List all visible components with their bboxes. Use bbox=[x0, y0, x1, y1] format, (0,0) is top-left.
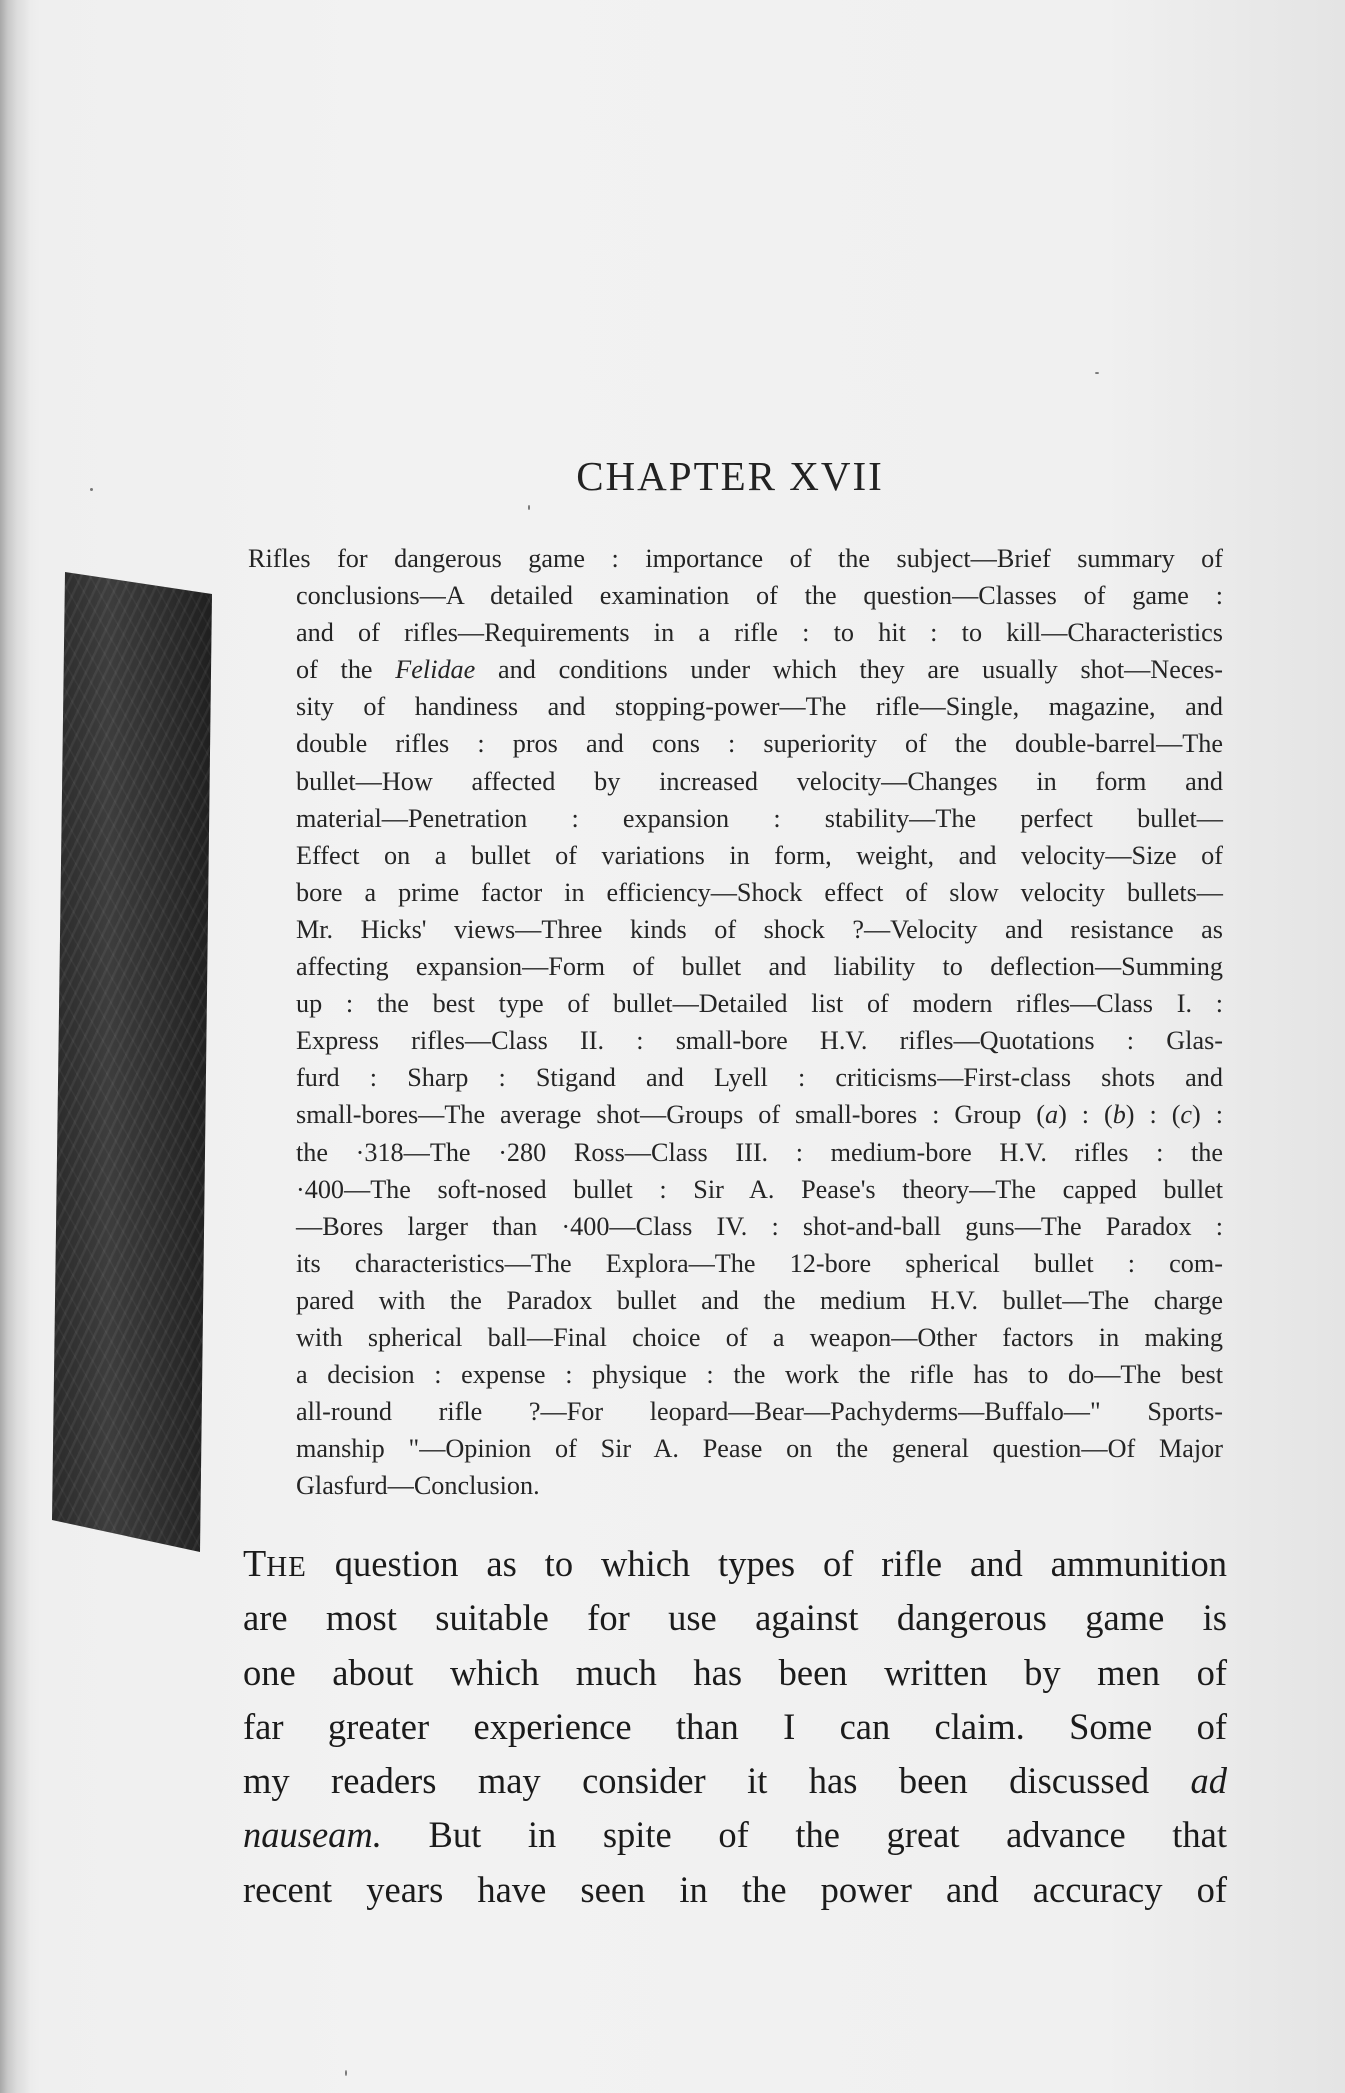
summary-line: —Bores larger than ·400—Class IV. : shot-and-ball guns—The Paradox : bbox=[296, 1211, 1223, 1241]
summary-line: affecting expansion—Form of bullet and liability to deflection—Summing bbox=[296, 952, 1223, 982]
body-line: my readers may consider it has been discussed ad bbox=[243, 1760, 1227, 1802]
page-speck bbox=[528, 505, 530, 510]
summary-line: material—Penetration : expansion : stability—The perfect bullet— bbox=[296, 803, 1223, 833]
chapter-summary bbox=[248, 540, 1223, 1504]
summary-line: ·400—The soft-nosed bullet : Sir A. Pease's theory—The capped bullet bbox=[296, 1174, 1223, 1204]
summary-line: a decision : expense : physique : the work the rifle has to do—The best bbox=[296, 1360, 1223, 1390]
dropcap-smallcaps: HE bbox=[266, 1551, 307, 1583]
summary-line: all-round rifle ?—For leopard—Bear—Pachyderms—Buffalo—" Sports- bbox=[296, 1397, 1223, 1427]
summary-line: sity of handiness and stopping-power—The rifle—Single, magazine, and bbox=[296, 692, 1223, 722]
summary-line: Mr. Hicks' views—Three kinds of shock ?—Velocity and resistance as bbox=[296, 914, 1223, 944]
body-text bbox=[243, 1537, 1227, 1917]
chapter-title: CHAPTER XVII bbox=[576, 453, 884, 499]
summary-line: manship "—Opinion of Sir A. Pease on the general question—Of Major bbox=[296, 1434, 1223, 1464]
dropcap-letter: T bbox=[243, 1543, 267, 1585]
summary-line: up : the best type of bullet—Detailed list of modern rifles—Class I. : bbox=[296, 989, 1223, 1019]
summary-line: Effect on a bullet of variations in form, weight, and velocity—Size of bbox=[296, 840, 1223, 870]
summary-line: the ·318—The ·280 Ross—Class III. : medium-bore H.V. rifles : the bbox=[296, 1137, 1223, 1167]
summary-line: small-bores—The average shot—Groups of small-bores : Group (a) : (b) : (c) : bbox=[296, 1100, 1223, 1130]
summary-line: of the Felidae and conditions under which they are usually shot—Neces- bbox=[296, 655, 1223, 685]
summary-line: Express rifles—Class II. : small-bore H.V. rifles—Quotations : Glas- bbox=[296, 1026, 1223, 1056]
summary-line: bore a prime factor in efficiency—Shock effect of slow velocity bullets— bbox=[296, 877, 1223, 907]
summary-line: Glasfurd—Conclusion. bbox=[296, 1471, 540, 1501]
page-speck bbox=[345, 2070, 347, 2076]
summary-line: furd : Sharp : Stigand and Lyell : criticisms—First-class shots and bbox=[296, 1063, 1223, 1093]
page-speck bbox=[1095, 372, 1099, 374]
summary-line: bullet—How affected by increased velocity—Changes in form and bbox=[296, 766, 1223, 796]
summary-line: and of rifles—Requirements in a rifle : to hit : to kill—Characteristics bbox=[296, 618, 1223, 648]
bookmark-strip bbox=[52, 572, 212, 1552]
summary-line: its characteristics—The Explora—The 12-bore spherical bullet : com- bbox=[296, 1248, 1223, 1278]
summary-line: double rifles : pros and cons : superiority of the double-barrel—The bbox=[296, 729, 1223, 759]
body-line: one about which much has been written by men of bbox=[243, 1651, 1227, 1693]
summary-line: Rifles for dangerous game : importance of the subject—Brief summary of bbox=[248, 544, 1223, 573]
summary-line: with spherical ball—Final choice of a weapon—Other factors in making bbox=[296, 1322, 1223, 1352]
body-line: are most suitable for use against dangerous game is bbox=[243, 1597, 1227, 1639]
page-binding-edge bbox=[0, 0, 30, 2093]
summary-line: pared with the Paradox bullet and the medium H.V. bullet—The charge bbox=[296, 1285, 1223, 1315]
body-line: far greater experience than I can claim. Some of bbox=[243, 1705, 1227, 1747]
summary-line: conclusions—A detailed examination of the question—Classes of game : bbox=[296, 581, 1223, 611]
body-line: recent years have seen in the power and accuracy of bbox=[243, 1868, 1227, 1910]
first-line-text: question as to which types of rifle and ammunition bbox=[306, 1543, 1227, 1584]
body-line bbox=[243, 1537, 1227, 1591]
body-line: nauseam. But in spite of the great advance that bbox=[243, 1814, 1227, 1856]
page-speck bbox=[90, 488, 93, 491]
